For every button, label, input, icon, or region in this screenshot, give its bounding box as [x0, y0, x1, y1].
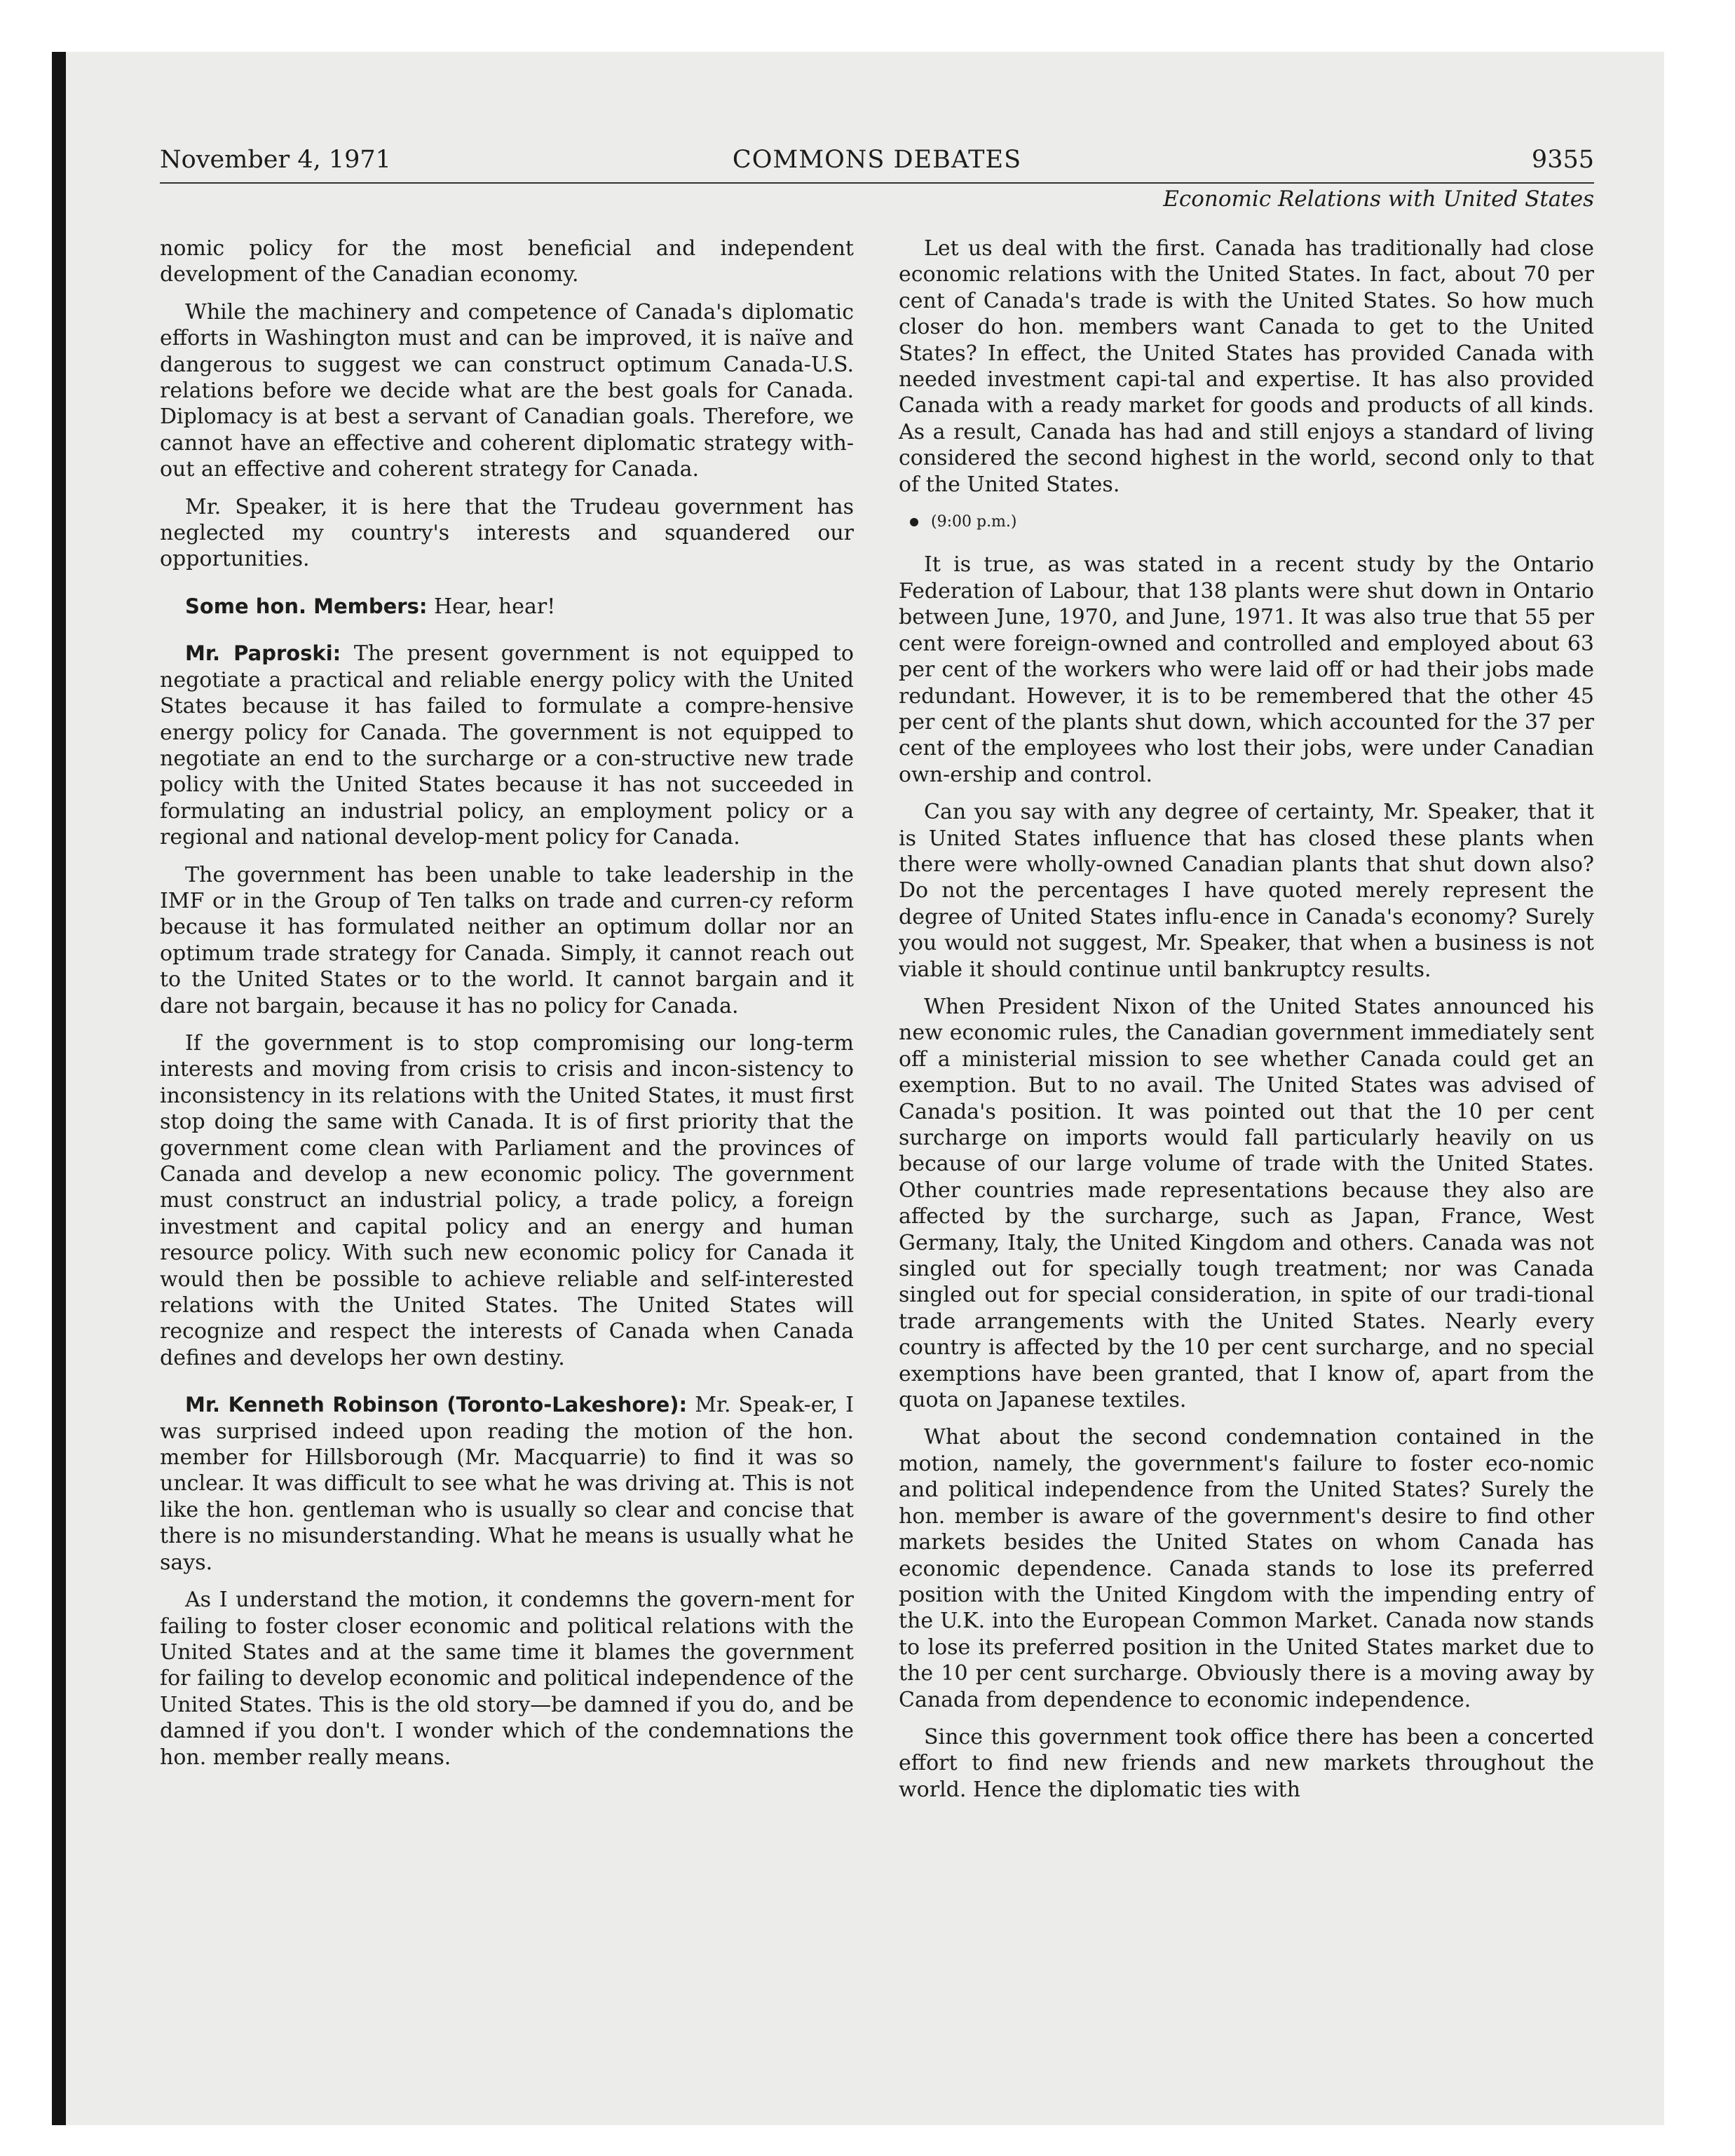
paragraph: What about the second condemnation contained in the motion, namely, the government's failure to foster eco-nomic and political independence from the United States? Surely the hon. member is aware of the government's desire to find other markets besides the United States on whom Canada has economic dependence. Canada stands to lose its preferred position with the United Kingdom with the impending entry of the U.K. into the European Common Market. Canada now stands to lose its preferred position in the United States market due to the 10 per cent surcharge. Obviously there is a moving away by Canada from dependence to economic independence. — [899, 1425, 1594, 1712]
paragraph: As I understand the motion, it condemns the govern-ment for failing to foster closer economic and political relations with the United States and at the same time it blames the government for failing to develop economic and political independence of the United States. This is the old story—be damned if you do, and be damned if you don't. I wonder which of the condemnations the hon. member really means. — [160, 1588, 854, 1770]
speaker-name: Some hon. Members: — [185, 594, 428, 618]
paragraph: Can you say with any degree of certainty, Mr. Speaker, that it is United States influence that has closed these plants when there were wholly-owned Canadian plants that shut down also? Do not the percentages I have quoted merely represent the degree of United States influ-ence in Canada's economy? Surely you would not suggest, Mr. Speaker, that when a business is not viable it should continue until bankruptcy results. — [899, 800, 1594, 982]
paragraph: If the government is to stop compromising our long-term interests and moving from crisis to crisis and incon-sistency to inconsistency in its relations with the United States, it must first stop doing the same with Canada. It is of first priority that the government come clean with Parliament and the provinces of Canada and develop a new economic policy. The government must construct an industrial policy, a trade policy, a foreign investment and capital policy and an energy and human resource policy. With such new economic policy for Canada it would then be possible to achieve reliable and self-interested relations with the United States. The United States will recognize and respect the interests of Canada when Canada defines and develops her own destiny. — [160, 1030, 854, 1370]
paragraph: While the machinery and competence of Canada's diplomatic efforts in Washington must and can be improved, it is naïve and dangerous to suggest we can construct optimum Canada-U.S. relations before we decide what are the best goals for Canada. Diplomacy is at best a servant of Canadian goals. Therefore, we cannot have an effective and coherent diplomatic strategy with-out an effective and coherent strategy for Canada. — [160, 299, 854, 482]
header-title: COMMONS DEBATES — [732, 146, 1022, 174]
running-head: Economic Relations with United States — [1163, 186, 1594, 212]
time-marker — [910, 509, 1594, 535]
paragraph: nomic policy for the most beneficial and independent development of the Canadian economy. — [160, 236, 854, 287]
paragraph: When President Nixon of the United States announced his new economic rules, the Canadian government immediately sent off a ministerial mission to see whether Canada could get an exemption. But to no avail. The United States was advised of Canada's position. It was pointed out that the 10 per cent surcharge on imports would fall particularly heavily on us because of our large volume of trade with the United States. Other countries made representations because they also are affected by the surcharge, such as Japan, France, West Germany, Italy, the United Kingdom and others. Canada was not singled out for specially tough treatment; nor was Canada singled out for special consideration, in spite of our tradi-tional trade arrangements with the United States. Nearly every country is affected by the 10 per cent surcharge, and no special exemptions have been granted, that I know of, apart from the quota on Japanese textiles. — [899, 994, 1594, 1413]
page-number: 9355 — [1531, 146, 1594, 174]
paragraph: The government has been unable to take leadership in the IMF or in the Group of Ten talks on trade and curren-cy reform because it has formulated neither an optimum dollar nor an optimum trade strategy for Canada. Simply, it cannot reach out to the United States or to the world. It cannot bargain and it dare not bargain, because it has no policy for Canada. — [160, 862, 854, 1018]
paragraph: Let us deal with the first. Canada has traditionally had close economic relations with the United States. In fact, about 70 per cent of Canada's trade is with the United States. So how much closer do hon. members want Canada to get to the United States? In effect, the United States has provided Canada with needed investment capi-tal and expertise. It has also provided Canada with a ready market for goods and products of all kinds. As a result, Canada has had and still enjoys a standard of living considered the second highest in the world, second only to that of the United States. — [899, 236, 1594, 497]
speaker-name: Mr. Paproski: — [185, 641, 341, 666]
left-column — [160, 236, 854, 1782]
header-date: November 4, 1971 — [160, 146, 391, 174]
bullet-icon — [910, 518, 918, 526]
paragraph: It is true, as was stated in a recent study by the Ontario Federation of Labour, that 138 plants were shut down in Ontario between June, 1970, and June, 1971. It was also true that 55 per cent were foreign-owned and controlled and employed about 63 per cent of the workers who were laid off or had their jobs made redundant. However, it is to be remembered that the other 45 per cent of the plants shut down, which accounted for the 37 per cent of the employees who lost their jobs, were under Canadian own-ership and control. — [899, 552, 1594, 787]
speech-robinson — [160, 1392, 854, 1576]
speech-text: Hear, hear! — [434, 594, 556, 619]
scan-border — [52, 52, 66, 2125]
right-column — [899, 236, 1594, 1814]
speaker-name: Mr. Kenneth Robinson (Toronto-Lakeshore): — [185, 1393, 688, 1417]
speech-paproski — [160, 641, 854, 850]
speech-text: Mr. Speak-er, I was surprised indeed upon reading the motion of the hon. member for Hillsborough (Mr. Macquarrie) to find it was so unclear. It was difficult to see what he was driving at. This is not like the hon. gentleman who is usually so clear and concise that there is no misunderstanding. What he means is usually what he says. — [160, 1393, 854, 1575]
speech-text: The present government is not equipped to negotiate a practical and reliable energy policy with the United States because it has failed to formulate a compre-hensive energy policy for Canada. The government is not equipped to negotiate an end to the surcharge or a con-structive new trade policy with the United States because it has not succeeded in formulating an industrial policy, an employment policy or a regional and national develop-ment policy for Canada. — [160, 641, 854, 850]
paragraph: Mr. Speaker, it is here that the Trudeau government has neglected my country's interests and squandered our opportunities. — [160, 494, 854, 572]
interjection — [160, 594, 854, 620]
page-header — [160, 146, 1594, 184]
paragraph: Since this government took office there has been a concerted effort to find new friends and new markets throughout the world. Hence the diplomatic ties with — [899, 1724, 1594, 1802]
time-marker-text: (9:00 p.m.) — [931, 513, 1017, 531]
